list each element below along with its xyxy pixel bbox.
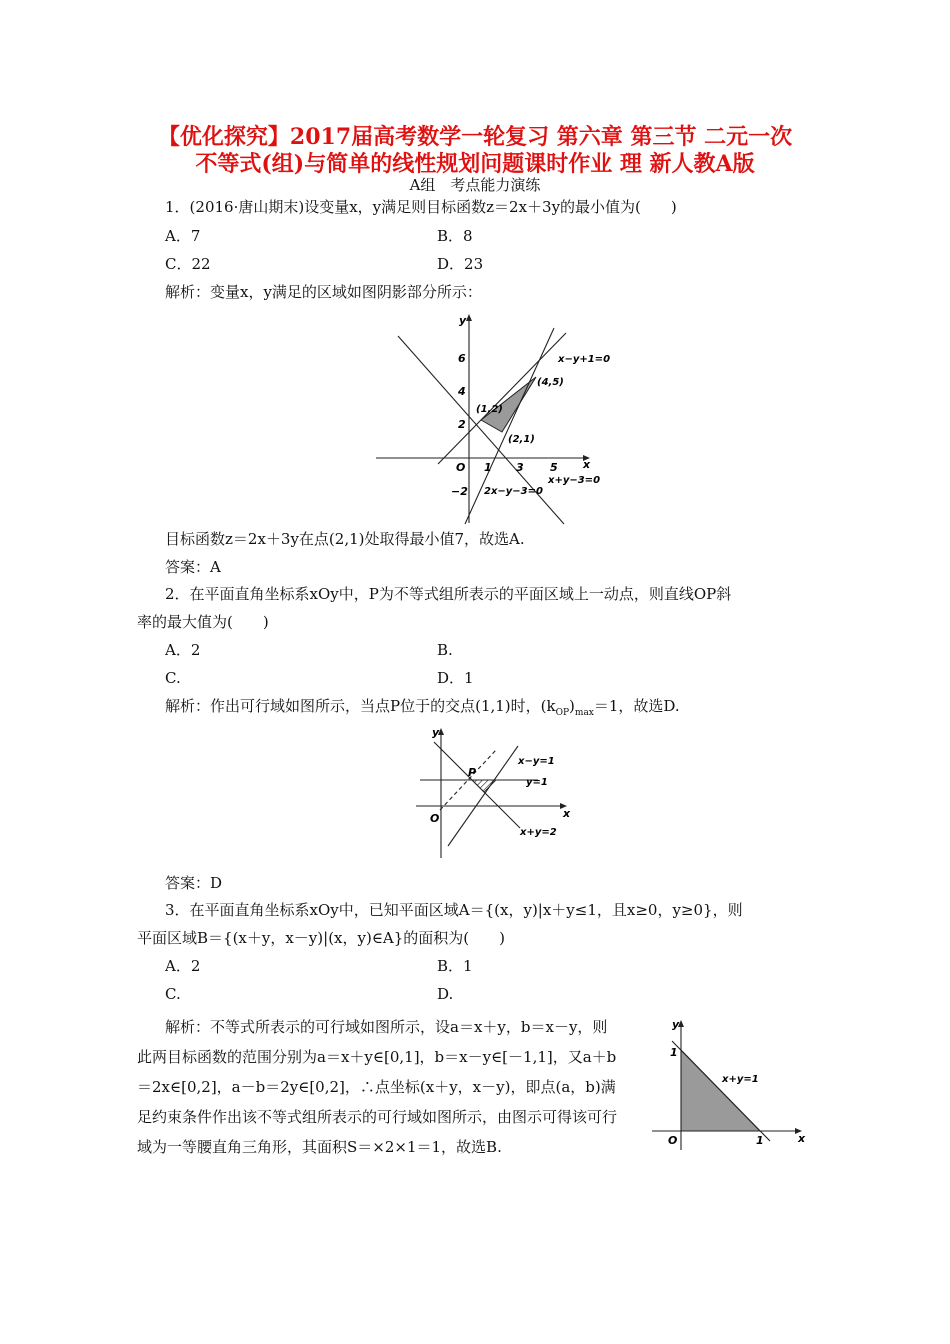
q1-option-c: C．22	[165, 255, 211, 273]
document-title: 【优化探究】2017届高考数学一轮复习 第六章 第三节 二元一次不等式(组)与简单的线性规划问题课时作业 理 新人教A版	[157, 124, 793, 177]
q1-x-tick-3: 3	[516, 461, 524, 474]
q3-option-b: B．1	[437, 957, 473, 975]
q1-point-1-2: (1,2)	[476, 404, 503, 415]
q2-analysis-sub: OP	[555, 708, 570, 718]
section-subtitle: A组 考点能力演练	[409, 176, 541, 194]
q3-option-c: C.	[165, 985, 181, 1003]
q2-label-x-y1: x−y=1	[518, 756, 555, 767]
q1-label-x-y+1: x−y+1=0	[558, 354, 611, 365]
q2-label-x+y2: x+y=2	[520, 827, 557, 838]
q1-point-4-5: (4,5)	[537, 377, 564, 388]
q3-x-tick-1: 1	[756, 1134, 764, 1147]
q1-x-tick-1: 1	[484, 461, 492, 474]
q1-option-b: B．8	[437, 227, 473, 245]
q1-axis-x-label: x	[583, 458, 591, 471]
q1-x-tick-5: 5	[550, 461, 558, 474]
q3-figure	[648, 1014, 818, 1154]
q2-figure	[410, 722, 585, 862]
q2-analysis-end: ＝1，故选D.	[593, 697, 680, 715]
q1-y-tick-neg2: −2	[451, 485, 468, 498]
q2-analysis-mid: )	[569, 697, 575, 715]
q2-stem-line1: 2．在平面直角坐标系xOy中，P为不等式组所表示的平面区域上一动点，则直线OP斜	[165, 585, 732, 603]
q1-y-tick-6: 6	[458, 352, 466, 365]
q2-analysis	[165, 697, 680, 722]
q1-option-d: D．23	[437, 255, 484, 273]
q1-figure	[370, 308, 610, 528]
q1-point-2-1: (2,1)	[508, 434, 535, 445]
q1-axis-y-label: y	[459, 314, 467, 327]
q2-option-c: C.	[165, 669, 181, 687]
q1-option-a: A．7	[165, 227, 201, 245]
q2-line-x-y1	[448, 746, 518, 846]
q3-option-a: A．2	[165, 957, 201, 975]
q1-label-x+y-3: x+y−3=0	[548, 475, 601, 486]
q1-origin-label: O	[456, 461, 466, 474]
q3-analysis: 解析：不等式所表示的可行域如图所示，设a＝x＋y，b＝x－y，则此两目标函数的范围分别为a＝x＋y∈[0,1]，b＝x－y∈[－1,1]，又a＋b＝2x∈[0,2]，a－b＝2y∈[0,2]，∴点坐标(x＋y，x－y)，即点(a，b)满足约束条件作出该不等式组所表示的可行域如图所示，由图示可得该可行域为一等腰直角三角形，其面积S＝×2×1＝1，故选B.	[137, 1018, 618, 1156]
q2-option-d: D．1	[437, 669, 474, 687]
q3-origin-label: O	[668, 1134, 678, 1147]
q2-axis-x-label: x	[563, 807, 571, 820]
q2-option-b: B.	[437, 641, 453, 659]
q2-origin-label: O	[430, 812, 440, 825]
q2-answer: 答案：D	[165, 874, 223, 892]
q1-y-tick-2: 2	[458, 418, 466, 431]
q3-stem-line1: 3．在平面直角坐标系xOy中，已知平面区域A＝{(x，y)|x＋y≤1，且x≥0，y≥0}，则	[165, 901, 743, 919]
q1-y-arrow	[466, 314, 472, 321]
q3-axis-y-label: y	[672, 1018, 680, 1031]
q2-analysis-max: max	[574, 708, 594, 718]
q1-label-2x-y-3: 2x−y−3=0	[484, 486, 543, 497]
q2-stem-line2: 率的最大值为( )	[137, 613, 269, 631]
q2-line-x+y2	[434, 742, 520, 828]
q3-option-d: D.	[437, 985, 454, 1003]
q3-label-x+y1: x+y=1	[722, 1074, 759, 1085]
q1-y-tick-4: 4	[458, 385, 466, 398]
q2-analysis-text: 解析：作出可行域如图所示，当点P位于的交点(1,1)时，(k	[165, 697, 556, 715]
q3-stem-line2: 平面区域B＝{(x＋y，x－y)|(x，y)∈A}的面积为( )	[137, 929, 506, 947]
q3-axis-x-label: x	[798, 1132, 806, 1145]
q1-answer: 答案：A	[165, 558, 221, 576]
q1-stem: 1．(2016·唐山期末)设变量x，y满足则目标函数z＝2x＋3y的最小值为( )	[165, 198, 677, 216]
q1-analysis: 解析：变量x，y满足的区域如图阴影部分所示：	[165, 283, 482, 301]
q2-option-a: A．2	[165, 641, 201, 659]
q2-label-y1: y=1	[526, 777, 548, 788]
q2-point-p: P	[468, 766, 477, 779]
q1-conclusion: 目标函数z＝2x＋3y在点(2,1)处取得最小值7，故选A.	[165, 530, 525, 548]
q2-axis-y-label: y	[432, 726, 440, 739]
q3-y-tick-1: 1	[670, 1046, 678, 1059]
